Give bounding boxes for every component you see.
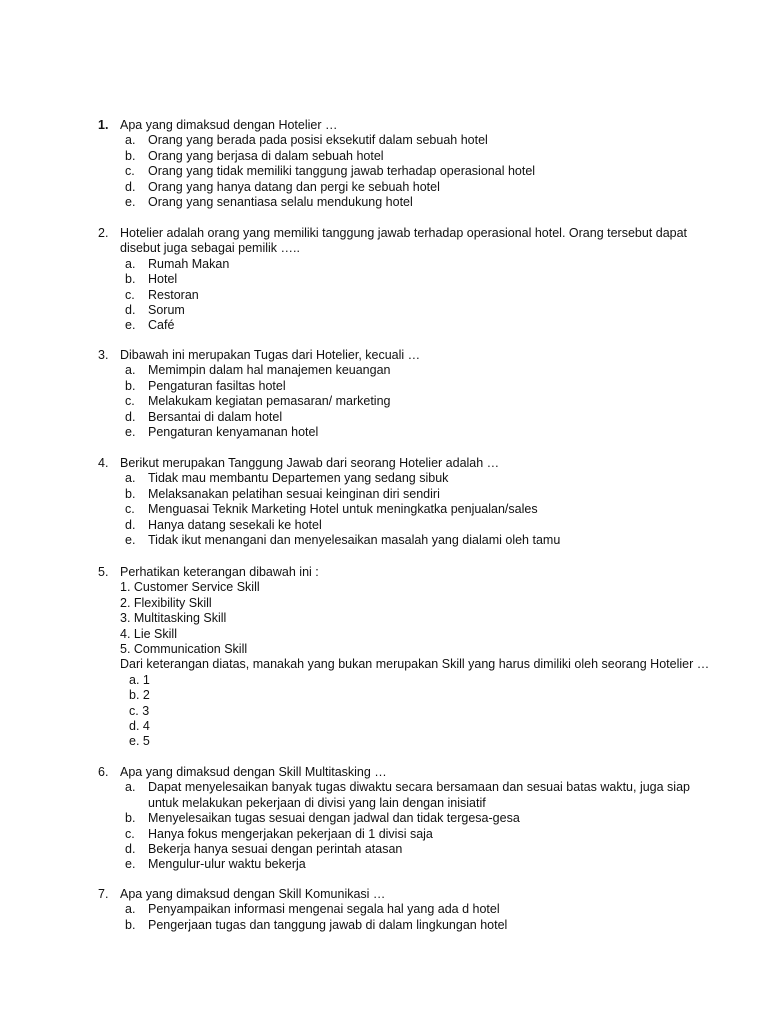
option-text: Tidak ikut menangani dan menyelesaikan masalah yang dialami oleh tamu [148,532,561,547]
question-4 [98,456,698,548]
list-item: 3. Multitasking Skill [120,611,227,626]
option-letter: d. [125,302,136,317]
option-letter: c. [125,502,135,517]
option-c [98,827,698,842]
question-number: 2. [98,226,109,240]
option-text: Hanya fokus mengerjakan pekerjaan di 1 divisi saja [148,826,433,841]
option-letter: a. [125,363,136,378]
option-letter: e. [125,424,136,439]
list-item: 1. Customer Service Skill [120,580,260,595]
option-b [98,149,698,164]
option-text: Pengaturan kenyamanan hotel [148,424,319,439]
option-letter: d. [125,517,136,532]
option-a [98,363,698,378]
question-followup: Dari keterangan diatas, manakah yang bukan merupakan Skill yang harus dimiliki oleh seorang Hotelier … [120,657,710,672]
option-e [98,533,698,548]
question-text: Hotelier adalah orang yang memiliki tanggung jawab terhadap operasional hotel. Orang tersebut dapat [120,226,688,240]
question-number: 4. [98,456,109,470]
question-stem [98,765,698,780]
option-letter: b. [125,148,136,163]
question-5 [98,565,710,750]
option-d [98,410,698,425]
option-c: c. 3 [129,703,150,718]
question-6 [98,765,698,873]
option-letter: b. [125,378,136,393]
question-7 [98,887,698,933]
option-letter: b. [125,917,136,932]
option-d [98,518,698,533]
option-letter: a. [125,471,136,486]
option-letter: a. [125,780,136,795]
question-stem [98,456,698,471]
option-text: Hotel [148,272,178,287]
option-d [98,303,698,318]
option-text: Restoran [148,287,199,302]
option-text: Bekerja hanya sesuai dengan perintah atasan [148,841,403,856]
question-text: Apa yang dimaksud dengan Skill Multitasking … [120,765,387,779]
option-a [98,471,698,486]
question-number: 1. [98,118,109,132]
option-letter: d. [125,841,136,856]
option-text: Tidak mau membantu Departemen yang sedang sibuk [148,471,449,486]
option-letter: c. [125,287,135,302]
option-e [98,857,698,872]
option-e [98,195,698,210]
option-text: Menguasai Teknik Marketing Hotel untuk meningkatka penjualan/sales [148,502,538,517]
option-letter: d. [125,179,136,194]
option-b: b. 2 [129,688,150,703]
option-text: Menyelesaikan tugas sesuai dengan jadwal dan tidak tergesa-gesa [148,811,520,826]
option-text: Memimpin dalam hal manajemen keuangan [148,363,391,378]
option-text: Orang yang hanya datang dan pergi ke sebuah hotel [148,179,440,194]
list-item: 4. Lie Skill [120,626,177,641]
option-text: Sorum [148,302,185,317]
option-a [98,257,698,272]
question-stem [98,887,698,902]
question-stem [98,118,698,133]
option-e [98,425,698,440]
option-letter: d. [125,409,136,424]
option-text: Hanya datang sesekali ke hotel [148,517,322,532]
option-c [98,164,698,179]
question-stem [98,226,698,241]
option-letter: a. [125,256,136,271]
list-item: 5. Communication Skill [120,641,248,656]
option-letter: e. [125,194,136,209]
option-letter: a. [125,133,136,148]
option-b [98,379,698,394]
question-number: 5. [98,565,109,579]
option-text: Penyampaikan informasi mengenai segala hal yang ada d hotel [148,902,500,917]
question-text: Dibawah ini merupakan Tugas dari Hotelier, kecuali … [120,348,421,362]
option-letter: c. [125,394,135,409]
option-letter: c. [125,826,135,841]
option-text: Rumah Makan [148,256,230,271]
option-letter: e. [125,532,136,547]
option-a: a. 1 [129,672,150,687]
option-letter: a. [125,902,136,917]
option-c [98,288,698,303]
option-text: Orang yang tidak memiliki tanggung jawab terhadap operasional hotel [148,164,536,179]
question-text: Berikut merupakan Tanggung Jawab dari seorang Hotelier adalah … [120,456,500,470]
option-e: e. 5 [129,734,150,749]
option-a [98,780,698,795]
option-a [98,902,698,917]
option-text: Melaksanakan pelatihan sesuai keinginan diri sendiri [148,486,440,501]
option-letter: b. [125,486,136,501]
option-letter: b. [125,811,136,826]
option-text: Melakukam kegiatan pemasaran/ marketing [148,394,391,409]
option-letter: b. [125,272,136,287]
option-text: Orang yang berjasa di dalam sebuah hotel [148,148,384,163]
option-a [98,133,698,148]
option-text: Mengulur-ulur waktu bekerja [148,857,306,872]
question-text: Perhatikan keterangan dibawah ini : [120,565,319,579]
option-text: Pengaturan fasiltas hotel [148,378,286,393]
question-text-continued: disebut juga sebagai pemilik ….. [120,241,300,256]
question-text: Apa yang dimaksud dengan Hotelier … [120,118,338,132]
question-text: Apa yang dimaksud dengan Skill Komunikasi … [120,887,386,901]
option-b [98,272,698,287]
option-text: Orang yang senantiasa selalu mendukung hotel [148,194,413,209]
option-letter: c. [125,164,135,179]
question-3 [98,348,698,440]
option-letter: e. [125,318,136,333]
question-number: 6. [98,765,109,779]
list-item: 2. Flexibility Skill [120,595,212,610]
question-number: 7. [98,887,109,901]
option-b [98,811,698,826]
option-b [98,918,698,933]
option-c [98,394,698,409]
option-c [98,502,698,517]
option-text: Pengerjaan tugas dan tanggung jawab di dalam lingkungan hotel [148,917,508,932]
option-d [98,180,698,195]
option-e [98,318,698,333]
option-text: untuk melakukan pekerjaan di divisi yang lain dengan inisiatif [148,795,486,810]
option-b [98,487,698,502]
option-letter: e. [125,857,136,872]
option-text: Dapat menyelesaikan banyak tugas diwaktu secara bersamaan dan sesuai batas waktu, juga siap [148,780,690,795]
question-stem [98,565,698,580]
question-number: 3. [98,348,109,362]
option-d: d. 4 [129,718,150,733]
option-a-continued [98,796,698,811]
option-text: Bersantai di dalam hotel [148,409,283,424]
question-2 [98,226,698,334]
option-text: Café [148,318,175,333]
option-text: Orang yang berada pada posisi eksekutif dalam sebuah hotel [148,133,488,148]
option-d [98,842,698,857]
question-1 [98,118,698,210]
question-stem [98,348,698,363]
